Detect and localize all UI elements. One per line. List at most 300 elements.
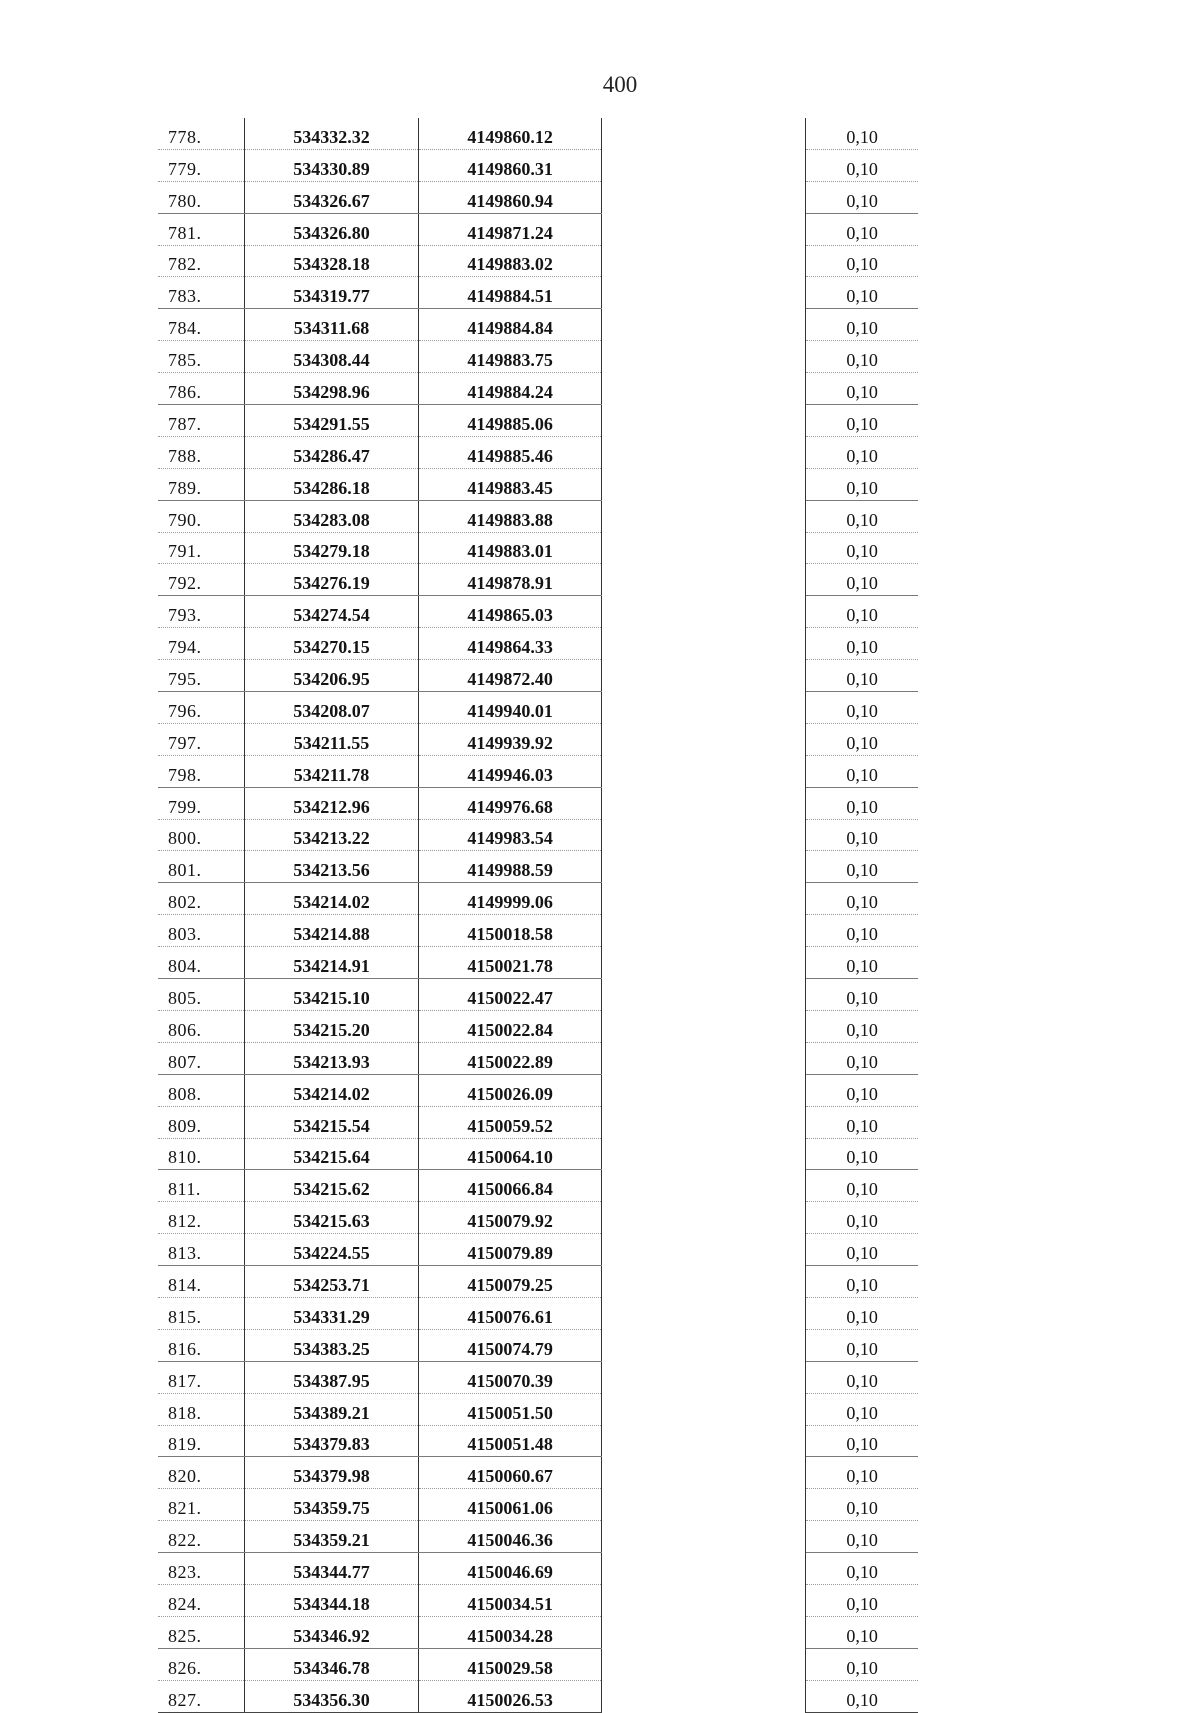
empty-cell — [602, 532, 806, 564]
table-row — [158, 245, 918, 277]
accuracy-cell: 0,10 — [806, 979, 918, 1011]
point-number-cell: 816. — [158, 1329, 245, 1361]
y-coordinate-cell: 4149872.40 — [418, 660, 602, 692]
y-coordinate-cell: 4149976.68 — [418, 787, 602, 819]
empty-cell — [602, 405, 806, 437]
table-row — [158, 723, 918, 755]
empty-cell — [602, 1648, 806, 1680]
accuracy-cell: 0,10 — [806, 1361, 918, 1393]
y-coordinate-cell: 4149871.24 — [418, 213, 602, 245]
accuracy-cell: 0,10 — [806, 851, 918, 883]
y-coordinate-cell: 4149940.01 — [418, 692, 602, 724]
x-coordinate-cell: 534331.29 — [245, 1297, 419, 1329]
x-coordinate-cell: 534291.55 — [245, 405, 419, 437]
accuracy-cell: 0,10 — [806, 723, 918, 755]
y-coordinate-cell: 4150079.25 — [418, 1266, 602, 1298]
x-coordinate-cell: 534213.22 — [245, 819, 419, 851]
point-number-cell: 807. — [158, 1042, 245, 1074]
empty-cell — [602, 1202, 806, 1234]
accuracy-cell: 0,10 — [806, 883, 918, 915]
table-row — [158, 660, 918, 692]
x-coordinate-cell: 534308.44 — [245, 341, 419, 373]
empty-cell — [602, 1074, 806, 1106]
accuracy-cell: 0,10 — [806, 692, 918, 724]
point-number-cell: 827. — [158, 1680, 245, 1712]
table-row — [158, 118, 918, 149]
table-row — [158, 1329, 918, 1361]
point-number-cell: 788. — [158, 436, 245, 468]
x-coordinate-cell: 534214.02 — [245, 883, 419, 915]
y-coordinate-cell: 4150076.61 — [418, 1297, 602, 1329]
point-number-cell: 821. — [158, 1489, 245, 1521]
point-number-cell: 791. — [158, 532, 245, 564]
empty-cell — [602, 787, 806, 819]
table-row — [158, 883, 918, 915]
point-number-cell: 780. — [158, 181, 245, 213]
x-coordinate-cell: 534356.30 — [245, 1680, 419, 1712]
y-coordinate-cell: 4150051.50 — [418, 1393, 602, 1425]
accuracy-cell: 0,10 — [806, 596, 918, 628]
table-row — [158, 755, 918, 787]
y-coordinate-cell: 4149883.45 — [418, 468, 602, 500]
accuracy-cell: 0,10 — [806, 373, 918, 405]
empty-cell — [602, 819, 806, 851]
accuracy-cell: 0,10 — [806, 1393, 918, 1425]
point-number-cell: 795. — [158, 660, 245, 692]
table-row — [158, 596, 918, 628]
point-number-cell: 811. — [158, 1170, 245, 1202]
accuracy-cell: 0,10 — [806, 1489, 918, 1521]
y-coordinate-cell: 4150064.10 — [418, 1138, 602, 1170]
y-coordinate-cell: 4150046.36 — [418, 1521, 602, 1553]
point-number-cell: 824. — [158, 1584, 245, 1616]
point-number-cell: 826. — [158, 1648, 245, 1680]
accuracy-cell: 0,10 — [806, 149, 918, 181]
empty-cell — [602, 1266, 806, 1298]
empty-cell — [602, 1010, 806, 1042]
point-number-cell: 810. — [158, 1138, 245, 1170]
table-row — [158, 181, 918, 213]
table-row — [158, 468, 918, 500]
y-coordinate-cell: 4149865.03 — [418, 596, 602, 628]
accuracy-cell: 0,10 — [806, 1202, 918, 1234]
empty-cell — [602, 1329, 806, 1361]
accuracy-cell: 0,10 — [806, 1553, 918, 1585]
point-number-cell: 801. — [158, 851, 245, 883]
empty-cell — [602, 118, 806, 149]
empty-cell — [602, 181, 806, 213]
y-coordinate-cell: 4150079.92 — [418, 1202, 602, 1234]
empty-cell — [602, 883, 806, 915]
y-coordinate-cell: 4150079.89 — [418, 1234, 602, 1266]
x-coordinate-cell: 534279.18 — [245, 532, 419, 564]
accuracy-cell: 0,10 — [806, 532, 918, 564]
point-number-cell: 784. — [158, 309, 245, 341]
point-number-cell: 792. — [158, 564, 245, 596]
point-number-cell: 806. — [158, 1010, 245, 1042]
y-coordinate-cell: 4149864.33 — [418, 628, 602, 660]
table-row — [158, 1393, 918, 1425]
x-coordinate-cell: 534215.20 — [245, 1010, 419, 1042]
x-coordinate-cell: 534346.92 — [245, 1616, 419, 1648]
y-coordinate-cell: 4150061.06 — [418, 1489, 602, 1521]
x-coordinate-cell: 534311.68 — [245, 309, 419, 341]
accuracy-cell: 0,10 — [806, 564, 918, 596]
table-row — [158, 309, 918, 341]
x-coordinate-cell: 534298.96 — [245, 373, 419, 405]
accuracy-cell: 0,10 — [806, 1680, 918, 1712]
x-coordinate-cell: 534389.21 — [245, 1393, 419, 1425]
x-coordinate-cell: 534214.02 — [245, 1074, 419, 1106]
y-coordinate-cell: 4149939.92 — [418, 723, 602, 755]
empty-cell — [602, 1170, 806, 1202]
table-row — [158, 1170, 918, 1202]
point-number-cell: 817. — [158, 1361, 245, 1393]
table-row — [158, 1361, 918, 1393]
point-number-cell: 798. — [158, 755, 245, 787]
coordinates-table-body — [158, 118, 918, 1712]
table-row — [158, 1457, 918, 1489]
x-coordinate-cell: 534319.77 — [245, 277, 419, 309]
point-number-cell: 809. — [158, 1106, 245, 1138]
y-coordinate-cell: 4149860.31 — [418, 149, 602, 181]
y-coordinate-cell: 4150059.52 — [418, 1106, 602, 1138]
point-number-cell: 803. — [158, 915, 245, 947]
x-coordinate-cell: 534326.80 — [245, 213, 419, 245]
y-coordinate-cell: 4149883.88 — [418, 500, 602, 532]
point-number-cell: 794. — [158, 628, 245, 660]
coordinates-table — [158, 118, 918, 1713]
x-coordinate-cell: 534328.18 — [245, 245, 419, 277]
x-coordinate-cell: 534213.93 — [245, 1042, 419, 1074]
y-coordinate-cell: 4149885.46 — [418, 436, 602, 468]
point-number-cell: 820. — [158, 1457, 245, 1489]
point-number-cell: 800. — [158, 819, 245, 851]
empty-cell — [602, 1297, 806, 1329]
table-row — [158, 1680, 918, 1712]
point-number-cell: 818. — [158, 1393, 245, 1425]
accuracy-cell: 0,10 — [806, 405, 918, 437]
empty-cell — [602, 1138, 806, 1170]
accuracy-cell: 0,10 — [806, 436, 918, 468]
x-coordinate-cell: 534330.89 — [245, 149, 419, 181]
empty-cell — [602, 245, 806, 277]
table-row — [158, 819, 918, 851]
table-row — [158, 405, 918, 437]
empty-cell — [602, 1616, 806, 1648]
point-number-cell: 823. — [158, 1553, 245, 1585]
y-coordinate-cell: 4150074.79 — [418, 1329, 602, 1361]
empty-cell — [602, 468, 806, 500]
table-row — [158, 915, 918, 947]
point-number-cell: 779. — [158, 149, 245, 181]
table-row — [158, 1553, 918, 1585]
accuracy-cell: 0,10 — [806, 1584, 918, 1616]
table-row — [158, 564, 918, 596]
x-coordinate-cell: 534213.56 — [245, 851, 419, 883]
empty-cell — [602, 1457, 806, 1489]
accuracy-cell: 0,10 — [806, 755, 918, 787]
point-number-cell: 793. — [158, 596, 245, 628]
y-coordinate-cell: 4149860.12 — [418, 118, 602, 149]
empty-cell — [602, 309, 806, 341]
accuracy-cell: 0,10 — [806, 309, 918, 341]
point-number-cell: 785. — [158, 341, 245, 373]
y-coordinate-cell: 4150034.28 — [418, 1616, 602, 1648]
accuracy-cell: 0,10 — [806, 787, 918, 819]
point-number-cell: 783. — [158, 277, 245, 309]
y-coordinate-cell: 4149883.01 — [418, 532, 602, 564]
table-row — [158, 979, 918, 1011]
x-coordinate-cell: 534211.78 — [245, 755, 419, 787]
point-number-cell: 787. — [158, 405, 245, 437]
x-coordinate-cell: 534379.83 — [245, 1425, 419, 1457]
accuracy-cell: 0,10 — [806, 341, 918, 373]
y-coordinate-cell: 4149884.24 — [418, 373, 602, 405]
y-coordinate-cell: 4149983.54 — [418, 819, 602, 851]
empty-cell — [602, 979, 806, 1011]
empty-cell — [602, 213, 806, 245]
x-coordinate-cell: 534276.19 — [245, 564, 419, 596]
table-row — [158, 1138, 918, 1170]
accuracy-cell: 0,10 — [806, 1521, 918, 1553]
point-number-cell: 808. — [158, 1074, 245, 1106]
y-coordinate-cell: 4149988.59 — [418, 851, 602, 883]
table-row — [158, 947, 918, 979]
accuracy-cell: 0,10 — [806, 118, 918, 149]
y-coordinate-cell: 4149883.75 — [418, 341, 602, 373]
y-coordinate-cell: 4150070.39 — [418, 1361, 602, 1393]
point-number-cell: 804. — [158, 947, 245, 979]
empty-cell — [602, 373, 806, 405]
accuracy-cell: 0,10 — [806, 947, 918, 979]
table-row — [158, 1106, 918, 1138]
x-coordinate-cell: 534215.62 — [245, 1170, 419, 1202]
accuracy-cell: 0,10 — [806, 1266, 918, 1298]
table-row — [158, 1202, 918, 1234]
empty-cell — [602, 341, 806, 373]
point-number-cell: 813. — [158, 1234, 245, 1266]
x-coordinate-cell: 534383.25 — [245, 1329, 419, 1361]
table-row — [158, 373, 918, 405]
empty-cell — [602, 1234, 806, 1266]
accuracy-cell: 0,10 — [806, 1457, 918, 1489]
page-number: 400 — [602, 72, 638, 97]
accuracy-cell: 0,10 — [806, 1106, 918, 1138]
accuracy-cell: 0,10 — [806, 245, 918, 277]
y-coordinate-cell: 4150060.67 — [418, 1457, 602, 1489]
empty-cell — [602, 1361, 806, 1393]
table-row — [158, 277, 918, 309]
accuracy-cell: 0,10 — [806, 1329, 918, 1361]
table-row — [158, 628, 918, 660]
table-row — [158, 1616, 918, 1648]
accuracy-cell: 0,10 — [806, 468, 918, 500]
table-row — [158, 149, 918, 181]
x-coordinate-cell: 534326.67 — [245, 181, 419, 213]
point-number-cell: 815. — [158, 1297, 245, 1329]
x-coordinate-cell: 534379.98 — [245, 1457, 419, 1489]
table-row — [158, 436, 918, 468]
empty-cell — [602, 436, 806, 468]
x-coordinate-cell: 534215.10 — [245, 979, 419, 1011]
accuracy-cell: 0,10 — [806, 1234, 918, 1266]
point-number-cell: 805. — [158, 979, 245, 1011]
x-coordinate-cell: 534344.77 — [245, 1553, 419, 1585]
point-number-cell: 790. — [158, 500, 245, 532]
table-row — [158, 1648, 918, 1680]
accuracy-cell: 0,10 — [806, 1138, 918, 1170]
table-row — [158, 1521, 918, 1553]
empty-cell — [602, 1489, 806, 1521]
x-coordinate-cell: 534253.71 — [245, 1266, 419, 1298]
accuracy-cell: 0,10 — [806, 915, 918, 947]
x-coordinate-cell: 534286.47 — [245, 436, 419, 468]
empty-cell — [602, 500, 806, 532]
x-coordinate-cell: 534214.88 — [245, 915, 419, 947]
empty-cell — [602, 1680, 806, 1712]
y-coordinate-cell: 4149883.02 — [418, 245, 602, 277]
y-coordinate-cell: 4150021.78 — [418, 947, 602, 979]
empty-cell — [602, 1584, 806, 1616]
y-coordinate-cell: 4150026.53 — [418, 1680, 602, 1712]
point-number-cell: 825. — [158, 1616, 245, 1648]
accuracy-cell: 0,10 — [806, 277, 918, 309]
point-number-cell: 789. — [158, 468, 245, 500]
empty-cell — [602, 1553, 806, 1585]
x-coordinate-cell: 534274.54 — [245, 596, 419, 628]
x-coordinate-cell: 534332.32 — [245, 118, 419, 149]
empty-cell — [602, 660, 806, 692]
empty-cell — [602, 277, 806, 309]
y-coordinate-cell: 4149946.03 — [418, 755, 602, 787]
x-coordinate-cell: 534215.64 — [245, 1138, 419, 1170]
table-row — [158, 1266, 918, 1298]
y-coordinate-cell: 4150046.69 — [418, 1553, 602, 1585]
table-row — [158, 1489, 918, 1521]
accuracy-cell: 0,10 — [806, 1648, 918, 1680]
x-coordinate-cell: 534387.95 — [245, 1361, 419, 1393]
accuracy-cell: 0,10 — [806, 500, 918, 532]
y-coordinate-cell: 4150022.84 — [418, 1010, 602, 1042]
point-number-cell: 812. — [158, 1202, 245, 1234]
empty-cell — [602, 596, 806, 628]
accuracy-cell: 0,10 — [806, 660, 918, 692]
x-coordinate-cell: 534215.54 — [245, 1106, 419, 1138]
empty-cell — [602, 915, 806, 947]
table-row — [158, 213, 918, 245]
point-number-cell: 786. — [158, 373, 245, 405]
table-row — [158, 1425, 918, 1457]
table-row — [158, 500, 918, 532]
y-coordinate-cell: 4150022.89 — [418, 1042, 602, 1074]
empty-cell — [602, 692, 806, 724]
point-number-cell: 797. — [158, 723, 245, 755]
table-row — [158, 1234, 918, 1266]
y-coordinate-cell: 4150022.47 — [418, 979, 602, 1011]
accuracy-cell: 0,10 — [806, 181, 918, 213]
x-coordinate-cell: 534224.55 — [245, 1234, 419, 1266]
accuracy-cell: 0,10 — [806, 1170, 918, 1202]
empty-cell — [602, 628, 806, 660]
accuracy-cell: 0,10 — [806, 1010, 918, 1042]
x-coordinate-cell: 534214.91 — [245, 947, 419, 979]
point-number-cell: 781. — [158, 213, 245, 245]
point-number-cell: 814. — [158, 1266, 245, 1298]
y-coordinate-cell: 4150026.09 — [418, 1074, 602, 1106]
y-coordinate-cell: 4149884.51 — [418, 277, 602, 309]
x-coordinate-cell: 534359.21 — [245, 1521, 419, 1553]
empty-cell — [602, 1425, 806, 1457]
x-coordinate-cell: 534283.08 — [245, 500, 419, 532]
table-row — [158, 1042, 918, 1074]
point-number-cell: 778. — [158, 118, 245, 149]
table-row — [158, 1297, 918, 1329]
y-coordinate-cell: 4149884.84 — [418, 309, 602, 341]
empty-cell — [602, 851, 806, 883]
empty-cell — [602, 947, 806, 979]
accuracy-cell: 0,10 — [806, 1616, 918, 1648]
accuracy-cell: 0,10 — [806, 1042, 918, 1074]
accuracy-cell: 0,10 — [806, 1297, 918, 1329]
empty-cell — [602, 1521, 806, 1553]
x-coordinate-cell: 534344.18 — [245, 1584, 419, 1616]
empty-cell — [602, 149, 806, 181]
accuracy-cell: 0,10 — [806, 213, 918, 245]
x-coordinate-cell: 534359.75 — [245, 1489, 419, 1521]
point-number-cell: 819. — [158, 1425, 245, 1457]
x-coordinate-cell: 534215.63 — [245, 1202, 419, 1234]
x-coordinate-cell: 534346.78 — [245, 1648, 419, 1680]
y-coordinate-cell: 4149860.94 — [418, 181, 602, 213]
x-coordinate-cell: 534211.55 — [245, 723, 419, 755]
point-number-cell: 802. — [158, 883, 245, 915]
table-row — [158, 692, 918, 724]
y-coordinate-cell: 4149885.06 — [418, 405, 602, 437]
empty-cell — [602, 1106, 806, 1138]
y-coordinate-cell: 4150066.84 — [418, 1170, 602, 1202]
accuracy-cell: 0,10 — [806, 1074, 918, 1106]
table-row — [158, 1010, 918, 1042]
table-row — [158, 532, 918, 564]
y-coordinate-cell: 4149878.91 — [418, 564, 602, 596]
x-coordinate-cell: 534206.95 — [245, 660, 419, 692]
table-row — [158, 1584, 918, 1616]
empty-cell — [602, 755, 806, 787]
y-coordinate-cell: 4150034.51 — [418, 1584, 602, 1616]
x-coordinate-cell: 534212.96 — [245, 787, 419, 819]
y-coordinate-cell: 4150051.48 — [418, 1425, 602, 1457]
accuracy-cell: 0,10 — [806, 1425, 918, 1457]
y-coordinate-cell: 4149999.06 — [418, 883, 602, 915]
point-number-cell: 796. — [158, 692, 245, 724]
point-number-cell: 799. — [158, 787, 245, 819]
point-number-cell: 822. — [158, 1521, 245, 1553]
x-coordinate-cell: 534270.15 — [245, 628, 419, 660]
x-coordinate-cell: 534208.07 — [245, 692, 419, 724]
point-number-cell: 782. — [158, 245, 245, 277]
table-row — [158, 851, 918, 883]
empty-cell — [602, 564, 806, 596]
table-row — [158, 341, 918, 373]
y-coordinate-cell: 4150018.58 — [418, 915, 602, 947]
empty-cell — [602, 723, 806, 755]
accuracy-cell: 0,10 — [806, 628, 918, 660]
empty-cell — [602, 1042, 806, 1074]
accuracy-cell: 0,10 — [806, 819, 918, 851]
empty-cell — [602, 1393, 806, 1425]
table-row — [158, 787, 918, 819]
